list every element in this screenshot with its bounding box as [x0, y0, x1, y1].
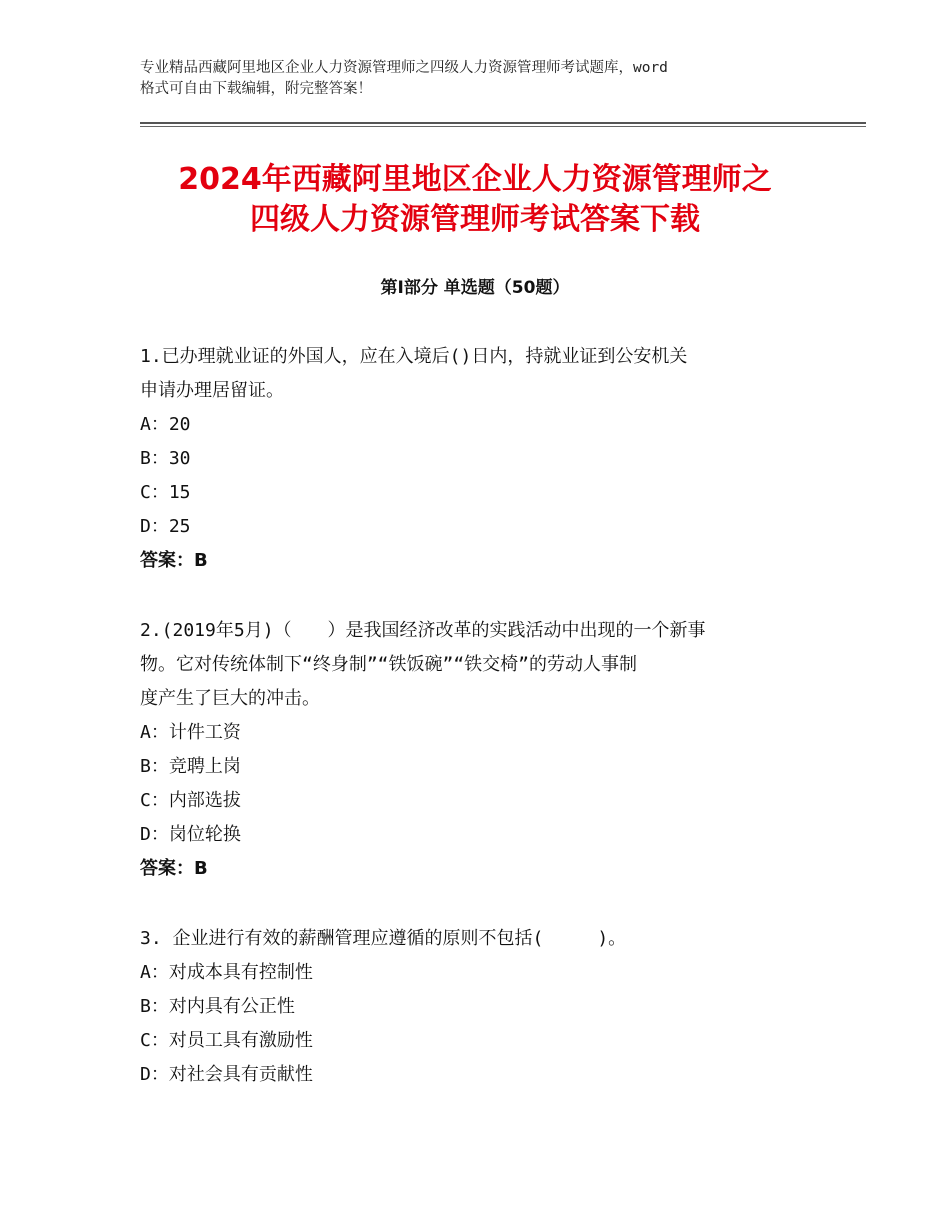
question-3: [140, 922, 820, 1092]
question-3-option-a: A：对成本具有控制性: [140, 962, 313, 983]
document-title: [110, 160, 840, 240]
header-note-line-1: 专业精品西藏阿里地区企业人力资源管理师之四级人力资源管理师考试题库，word: [140, 60, 668, 76]
question-2-option-b: B：竞聘上岗: [140, 756, 241, 777]
question-2-answer: 答案：B: [140, 858, 208, 879]
question-1-option-d: D：25: [140, 516, 191, 537]
question-1-stem-line-2: 申请办理居留证。: [140, 380, 284, 401]
question-1-option-a: A：20: [140, 414, 191, 435]
question-1-option-c: C：15: [140, 482, 191, 503]
question-2-stem-line-3: 度产生了巨大的冲击。: [140, 688, 320, 709]
header-divider-thick: [140, 122, 866, 124]
question-2-option-d: D：岗位轮换: [140, 824, 241, 845]
question-2-option-c: C：内部选拔: [140, 790, 241, 811]
question-2-stem-line-2: 物。它对传统体制下“终身制”“铁饭碗”“铁交椅”的劳动人事制: [140, 654, 638, 675]
question-2-option-a: A：计件工资: [140, 722, 241, 743]
question-1-answer: 答案：B: [140, 550, 208, 571]
section-title: 第Ⅰ部分 单选题（50题）: [380, 278, 570, 298]
question-1-stem-line-1: 1.已办理就业证的外国人，应在入境后()日内，持就业证到公安机关: [140, 346, 688, 367]
question-3-option-d: D：对社会具有贡献性: [140, 1064, 313, 1085]
question-2: [140, 614, 820, 886]
header-divider-thin: [140, 126, 866, 127]
question-3-option-b: B：对内具有公正性: [140, 996, 295, 1017]
question-1: [140, 340, 820, 578]
header-note: [140, 58, 830, 100]
question-1-option-b: B：30: [140, 448, 191, 469]
header-note-line-2: 格式可自由下载编辑，附完整答案！: [140, 81, 372, 97]
question-3-stem-line-1: 3. 企业进行有效的薪酬管理应遵循的原则不包括( )。: [140, 928, 627, 949]
document-title-line-2: 四级人力资源管理师考试答案下载: [250, 202, 700, 237]
question-3-option-c: C：对员工具有激励性: [140, 1030, 313, 1051]
document-title-line-1: 2024年西藏阿里地区企业人力资源管理师之: [178, 162, 772, 197]
question-2-stem-line-1: 2.(2019年5月)（ ）是我国经济改革的实践活动中出现的一个新事: [140, 620, 706, 641]
